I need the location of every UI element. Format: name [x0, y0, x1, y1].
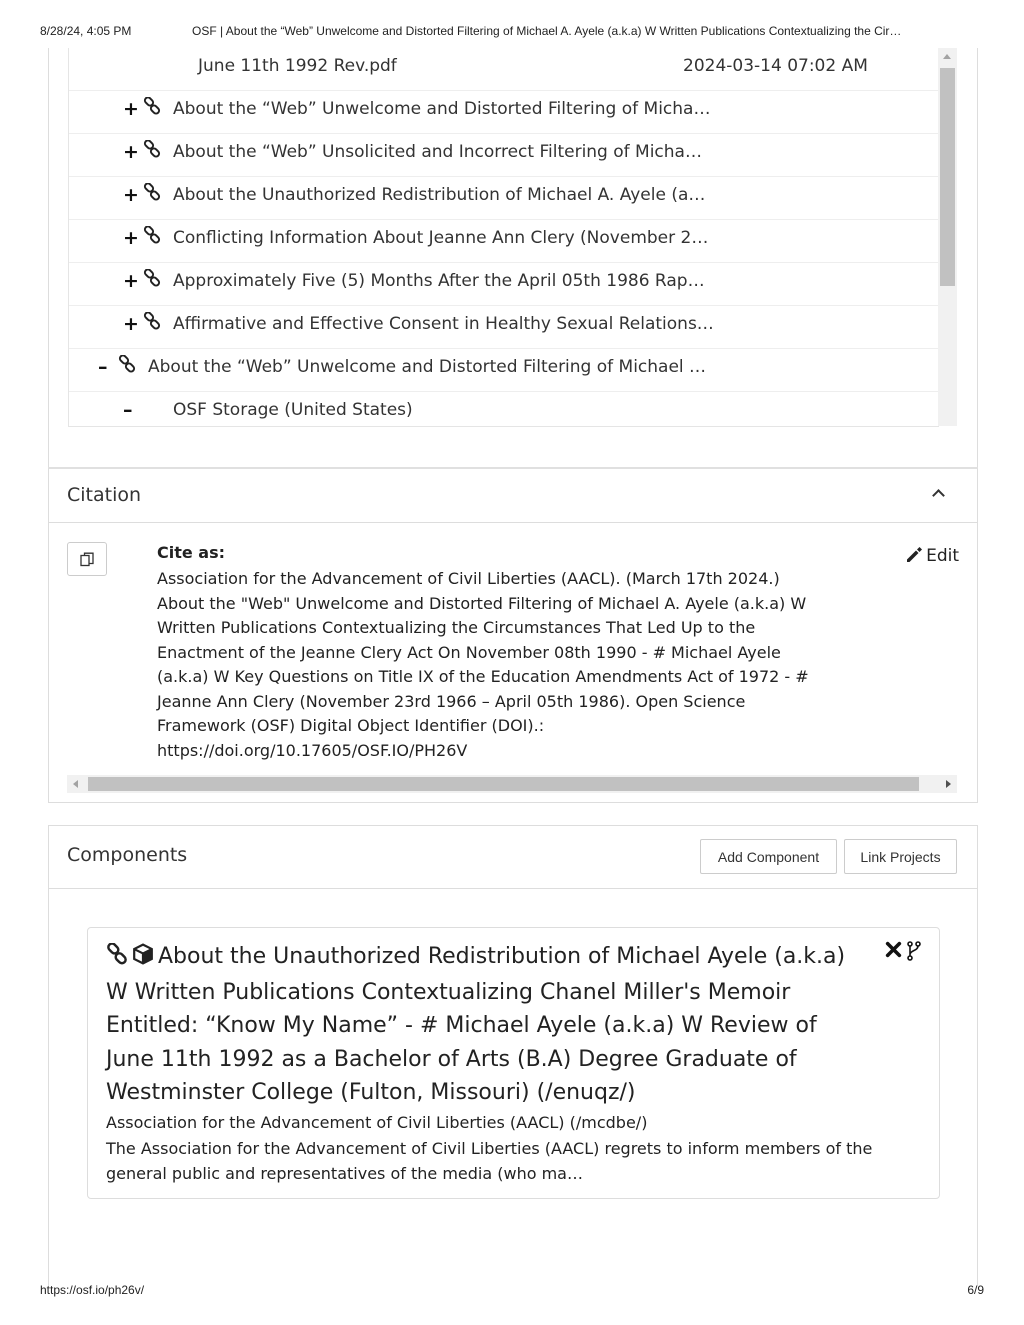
tree-item-label[interactable]: About the Unauthorized Redistribution of Michael A. Ayele (a…	[173, 185, 706, 205]
tree-item-label[interactable]: Conflicting Information About Jeanne Ann Clery (November 2…	[173, 228, 709, 248]
tree-item-label[interactable]: Approximately Five (5) Months After the April 05th 1986 Rap…	[173, 271, 705, 291]
horizontal-scrollbar[interactable]	[67, 775, 957, 793]
component-title[interactable]: About the Unauthorized Redistribution of Michael Ayele (a.k.a) W Written Publications Contextualizing Chanel Miller's Memoir Entitled: “Know My Name” - # Michael Ayele (a.k.a) W Review of June 11th 1992 as a Bachelor of Arts (B.A) Degree Graduate of Westminster College (Fulton, Missouri) (/enuqz/)	[106, 944, 846, 1105]
tree-item-label[interactable]: About the “Web” Unwelcome and Distorted Filtering of Micha…	[173, 99, 711, 119]
link-projects-button[interactable]: Link Projects	[844, 839, 957, 874]
print-url: https://osf.io/ph26v/	[40, 1283, 145, 1297]
edit-citation-link[interactable]	[905, 543, 959, 566]
expand-icon[interactable]: +	[123, 313, 139, 335]
scroll-up-icon[interactable]	[943, 54, 951, 59]
tree-row-component[interactable]	[69, 348, 939, 392]
collapse-icon[interactable]: –	[123, 399, 133, 421]
link-icon	[143, 312, 161, 330]
tree-row-component[interactable]	[69, 133, 939, 177]
tree-item-label[interactable]: About the “Web” Unsolicited and Incorrect Filtering of Micha…	[173, 142, 702, 162]
chevron-up-icon[interactable]	[932, 489, 945, 502]
print-footer	[40, 1283, 984, 1299]
tree-item-label[interactable]: Affirmative and Effective Consent in Healthy Sexual Relations…	[173, 314, 714, 334]
copy-icon	[80, 552, 95, 567]
tree-row-storage[interactable]	[69, 391, 939, 427]
component-actions	[885, 941, 921, 965]
tree-row-component[interactable]	[69, 305, 939, 349]
scrollbar-thumb[interactable]	[940, 68, 955, 286]
citation-panel	[48, 467, 978, 803]
link-icon	[143, 226, 161, 244]
print-header	[40, 24, 984, 42]
remove-icon[interactable]	[885, 941, 902, 962]
citation-text: Association for the Advancement of Civil Liberties (AACL). (March 17th 2024.) About the "Web" Unwelcome and Distorted Filtering of Michael A. Ayele (a.k.a) W Written Publications Contextualizing the Circumstances That Led Up to the Enactment of the Jeanne Clery Act On November 08th 1990 - # Michael Ayele (a.k.a) W Key Questions on Title IX of the Education Amendments Act of 1972 - # Jeanne Ann Clery (November 23rd 1966 – April 05th 1986). Open Science Framework (OSF) Digital Object Identifier (DOI).: https://doi.org/10.17605/OSF.IO/PH26V	[157, 569, 809, 760]
cite-as-label: Cite as:	[157, 543, 226, 562]
file-tree	[68, 48, 939, 427]
print-page-number: 6/9	[967, 1283, 984, 1297]
tree-row-component[interactable]	[69, 90, 939, 134]
component-author[interactable]: Association for the Advancement of Civil Liberties (AACL) (/mcdbe/)	[106, 1113, 648, 1132]
file-modified-date: 2024-03-14 07:02 AM	[683, 56, 868, 76]
citation-header[interactable]	[49, 469, 977, 523]
tree-row-component[interactable]	[69, 176, 939, 220]
component-title-block[interactable]	[106, 940, 846, 1110]
component-description: The Association for the Advancement of Civil Liberties (AACL) regrets to inform members of the general public and representatives of the media (who ma…	[106, 1139, 873, 1183]
expand-icon[interactable]: +	[123, 98, 139, 120]
link-icon	[143, 140, 161, 158]
component-card	[87, 927, 940, 1199]
expand-icon[interactable]: +	[123, 141, 139, 163]
print-datetime: 8/28/24, 4:05 PM	[40, 24, 132, 38]
link-icon	[143, 97, 161, 115]
expand-icon[interactable]: +	[123, 270, 139, 292]
scroll-left-icon[interactable]	[73, 780, 78, 788]
copy-citation-button[interactable]	[67, 542, 107, 576]
citation-heading: Citation	[67, 484, 142, 506]
tree-item-label[interactable]: About the “Web” Unwelcome and Distorted Filtering of Michael …	[148, 357, 707, 377]
scrollbar-thumb[interactable]	[88, 777, 919, 791]
fork-icon[interactable]	[907, 941, 921, 965]
files-panel	[48, 48, 978, 469]
pencil-icon	[905, 546, 923, 564]
collapse-icon[interactable]: –	[98, 356, 108, 378]
expand-icon[interactable]: +	[123, 184, 139, 206]
tree-row-component[interactable]	[69, 262, 939, 306]
tree-row-component[interactable]	[69, 219, 939, 263]
link-icon	[143, 183, 161, 201]
link-icon	[143, 269, 161, 287]
link-icon	[106, 942, 128, 976]
components-header	[49, 826, 977, 889]
edit-label[interactable]: Edit	[926, 546, 959, 566]
cube-icon	[132, 942, 154, 976]
file-row[interactable]	[69, 48, 939, 91]
add-component-button[interactable]: Add Component	[700, 839, 837, 874]
print-page-title: OSF | About the “Web” Unwelcome and Distorted Filtering of Michael A. Ayele (a.k.a) W Written Publications Contextualizing the Cir…	[192, 24, 902, 38]
file-name[interactable]: June 11th 1992 Rev.pdf	[198, 56, 397, 76]
expand-icon[interactable]: +	[123, 227, 139, 249]
scroll-right-icon[interactable]	[946, 780, 951, 788]
link-icon	[118, 355, 136, 373]
components-panel	[48, 825, 978, 1286]
vertical-scrollbar[interactable]	[938, 48, 957, 426]
components-heading: Components	[67, 844, 188, 866]
tree-item-label[interactable]: OSF Storage (United States)	[173, 400, 413, 420]
